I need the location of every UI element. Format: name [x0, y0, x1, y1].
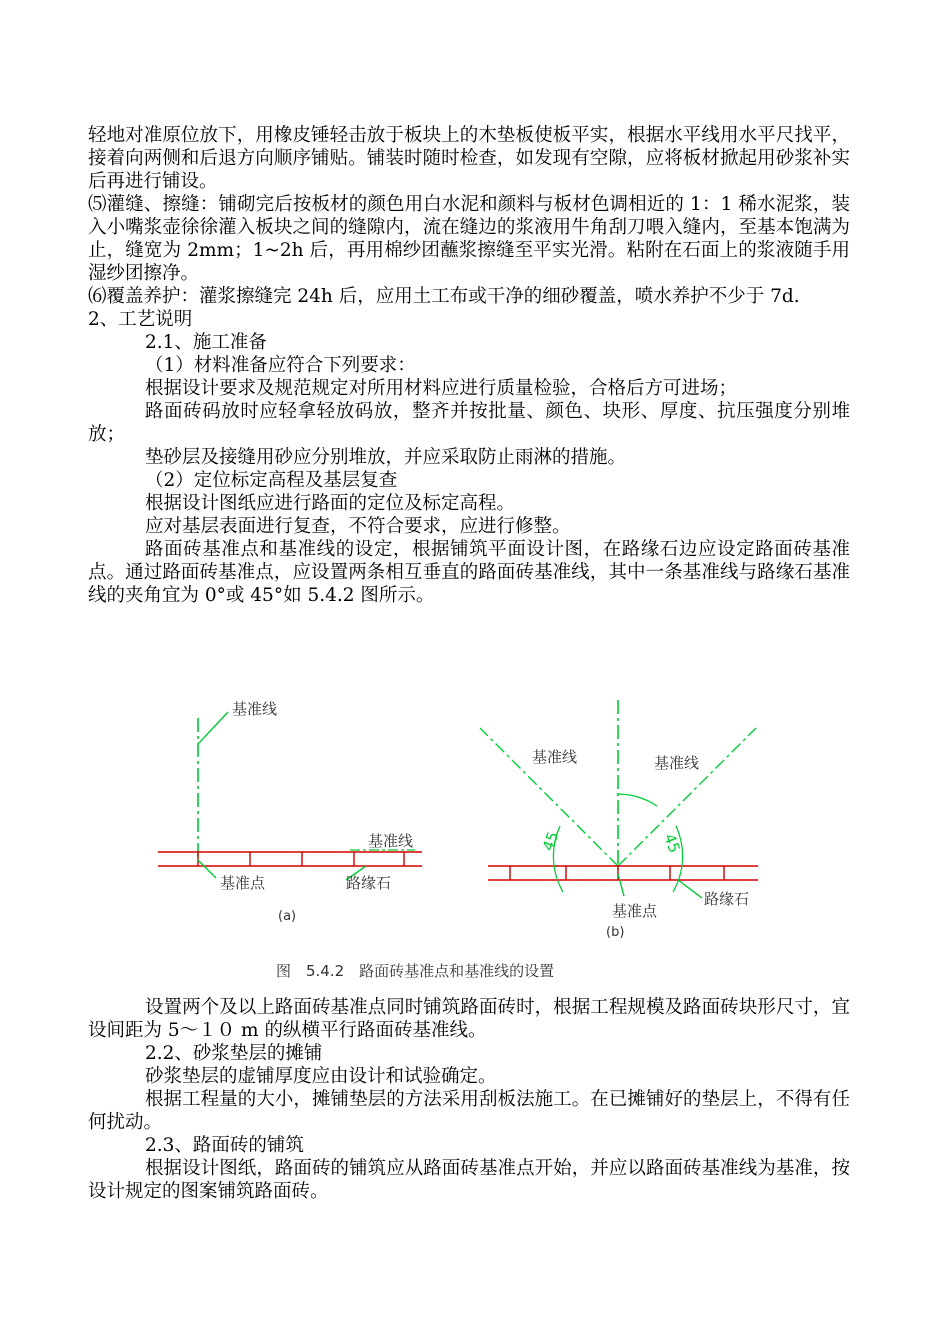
- a-leader-top: [198, 712, 228, 744]
- paragraph: 路面砖码放时应轻拿轻放码放，整齐并按批量、颜色、块形、厚度、抗压强度分别堆放；: [88, 401, 850, 445]
- b-angle-right: 45: [660, 831, 684, 856]
- b-label-curb: 路缘石: [704, 890, 750, 908]
- b-label-baseline-right: 基准线: [654, 754, 700, 772]
- figure-caption: 图 5.4.2 路面砖基准点和基准线的设置: [276, 962, 555, 980]
- paragraph: （2）定位标定高程及基层复查: [145, 470, 398, 491]
- b-caption: (b): [606, 925, 625, 940]
- paragraph: 根据设计图纸应进行路面的定位及标定高程。: [145, 493, 516, 514]
- a-label-baseline-top: 基准线: [232, 700, 278, 718]
- paragraph: 2.1、施工准备: [145, 332, 267, 353]
- paragraph: 设置两个及以上路面砖基准点同时铺筑路面砖时，根据工程规模及路面砖块形尺寸，宜设间距为 5～１０ m 的纵横平行路面砖基准线。: [88, 997, 850, 1041]
- a-label-baseline-right: 基准线: [368, 832, 414, 850]
- text-block-bottom: [88, 996, 850, 1203]
- a-label-curb: 路缘石: [346, 874, 392, 892]
- b-angle-left: 45: [538, 829, 563, 854]
- paragraph: 根据设计要求及规范规定对所用材料应进行质量检验，合格后方可进场；: [145, 378, 738, 399]
- b-label-baseline-left: 基准线: [532, 748, 578, 766]
- a-label-point: 基准点: [220, 874, 266, 892]
- figure-5-4-2: [150, 690, 770, 990]
- b-label-point: 基准点: [612, 902, 658, 920]
- paragraph: 2.3、路面砖的铺筑: [145, 1135, 304, 1156]
- figure-a: [158, 700, 422, 924]
- paragraph: ⑸灌缝、擦缝：铺砌完后按板材的颜色用白水泥和颜料与板材色调相近的 1：1 稀水泥浆，装入小嘴浆壶徐徐灌入板块之间的缝隙内，流在缝边的浆液用牛角刮刀喂入缝内，至基本饱满为止，缝宽为 2mm；1~2h 后，再用棉纱团蘸浆擦缝至平实光滑。粘附在石面上的浆液随手用湿纱团擦净。: [88, 194, 850, 284]
- paragraph: 砂浆垫层的虚铺厚度应由设计和试验确定。: [145, 1066, 497, 1087]
- paragraph: 垫砂层及接缝用砂应分别堆放，并应采取防止雨淋的措施。: [145, 447, 627, 468]
- paragraph: 根据工程量的大小，摊铺垫层的方法采用刮板法施工。在已摊铺好的垫层上，不得有任何扰动。: [88, 1089, 850, 1133]
- paragraph: 路面砖基准点和基准线的设定，根据铺筑平面设计图，在路缘石边应设定路面砖基准点。通过路面砖基准点，应设置两条相互垂直的路面砖基准线，其中一条基准线与路缘石基准线的夹角宜为 0°或 45°如 5.4.2 图所示。: [88, 539, 850, 606]
- paragraph: 轻地对准原位放下，用橡皮锤轻击放于板块上的木垫板使板平实，根据水平线用水平尺找平，接着向两侧和后退方向顺序铺贴。铺装时随时检查，如发现有空隙，应将板材掀起用砂浆补实后再进行铺设。: [88, 125, 850, 192]
- paragraph: 应对基层表面进行复查，不符合要求，应进行修整。: [145, 516, 571, 537]
- a-caption: (a): [278, 909, 297, 924]
- text-block-top: [88, 124, 850, 607]
- paragraph: ⑹覆盖养护：灌浆擦缝完 24h 后，应用土工布或干净的细砂覆盖，喷水养护不少于 7d.: [88, 286, 800, 307]
- paragraph: （1）材料准备应符合下列要求：: [145, 355, 416, 376]
- paragraph: 根据设计图纸，路面砖的铺筑应从路面砖基准点开始，并应以路面砖基准线为基准，按设计规定的图案铺筑路面砖。: [88, 1158, 850, 1202]
- figure-b: [480, 700, 758, 940]
- paragraph: 2.2、砂浆垫层的摊铺: [145, 1043, 323, 1064]
- paragraph: 2、工艺说明: [88, 309, 193, 330]
